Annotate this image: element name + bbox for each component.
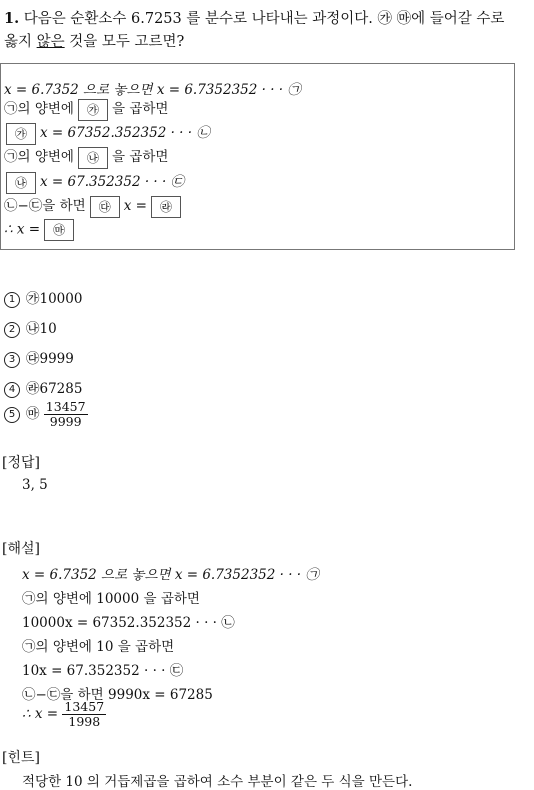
process-line-5 xyxy=(4,170,184,194)
solution-line-7 xyxy=(22,700,106,729)
hint-text: 적당한 10 의 거듭제곱을 곱하여 소수 부분이 같은 두 식을 만든다. xyxy=(22,774,413,790)
fraction-numerator: 13457 xyxy=(64,699,105,714)
blank-da: ㉰ xyxy=(90,196,120,218)
process-text: x = 67352.352352 · · · ㉡ xyxy=(40,125,210,141)
process-text: ㉠의 양변에 xyxy=(4,149,74,165)
solution-line-2: ㉠의 양변에 10000 을 곱하면 xyxy=(22,591,200,607)
process-line-6 xyxy=(4,194,185,218)
hint-header: [힌트] xyxy=(2,750,40,766)
process-text: ㉡−㉢을 하면 xyxy=(4,198,86,214)
fraction-denominator: 1998 xyxy=(68,714,101,729)
process-text: 을 곱하면 xyxy=(111,149,169,165)
process-text: x = 67.352352 · · · ㉢ xyxy=(40,174,185,190)
option-number: 1 xyxy=(4,292,20,308)
blank-ra: ㉱ xyxy=(151,196,181,218)
solution-line-3: 10000x = 67352.352352 · · · ㉡ xyxy=(22,615,235,631)
process-line-3 xyxy=(4,121,210,145)
blank-ga-2: ㉮ xyxy=(6,123,36,145)
option-4[interactable] xyxy=(4,377,82,398)
option-5[interactable] xyxy=(4,400,88,429)
question-line-1 xyxy=(4,7,504,28)
answer-value: 3, 5 xyxy=(22,477,48,493)
process-line-4 xyxy=(4,145,168,169)
solution-line-1: x = 6.7352 으로 놓으면 x = 6.7352352 · · · ㉠ xyxy=(22,567,319,583)
option-1[interactable] xyxy=(4,287,82,308)
option-number: 4 xyxy=(4,382,20,398)
fraction-denominator: 9999 xyxy=(49,414,82,429)
process-text: ∴ x = xyxy=(4,221,41,238)
option-number: 3 xyxy=(4,352,20,368)
blank-ma: ㉲ xyxy=(44,219,74,241)
answer-header: [정답] xyxy=(2,455,40,471)
option-2[interactable] xyxy=(4,317,57,338)
process-text: ㉠의 양변에 xyxy=(4,101,74,117)
question-text-2a: 옳지 xyxy=(4,34,33,50)
option-label: ㉲ xyxy=(26,406,40,422)
solution-line-5: 10x = 67.352352 · · · ㉢ xyxy=(22,663,184,679)
solution-line-6: ㉡−㉢을 하면 9990x = 67285 xyxy=(22,687,213,703)
option-label: ㉮10000 xyxy=(26,291,83,307)
process-line-2 xyxy=(4,97,168,121)
solution-therefore: ∴ x = xyxy=(22,706,59,722)
option-label: ㉯10 xyxy=(26,321,57,337)
option-5-fraction xyxy=(44,400,88,429)
blank-na: ㉯ xyxy=(78,147,108,169)
process-text: x = xyxy=(123,198,147,214)
option-number: 5 xyxy=(4,407,20,423)
process-line-1: x = 6.7352 으로 놓으면 x = 6.7352352 · · · ㉠ xyxy=(4,82,301,98)
option-3[interactable] xyxy=(4,347,74,368)
question-number: 1. xyxy=(4,10,20,27)
option-label: ㉰9999 xyxy=(26,351,74,367)
question-underlined: 않은 xyxy=(36,34,65,50)
question-text-2b: 것을 모두 고르면? xyxy=(69,34,185,50)
blank-ga: ㉮ xyxy=(78,99,108,121)
solution-fraction xyxy=(62,700,106,729)
process-line-7 xyxy=(4,219,78,241)
question-text: 다음은 순환소수 6.7253 를 분수로 나타내는 과정이다. ㉮ ㉲에 들어갈 수로 xyxy=(23,11,505,27)
option-number: 2 xyxy=(4,322,20,338)
option-label: ㉱67285 xyxy=(26,381,83,397)
process-text: 을 곱하면 xyxy=(111,101,169,117)
blank-na-2: ㉯ xyxy=(6,172,36,194)
solution-line-4: ㉠의 양변에 10 을 곱하면 xyxy=(22,639,175,655)
fraction-numerator: 13457 xyxy=(45,399,86,414)
solution-header: [해설] xyxy=(2,541,40,557)
question-line-2 xyxy=(4,30,184,51)
